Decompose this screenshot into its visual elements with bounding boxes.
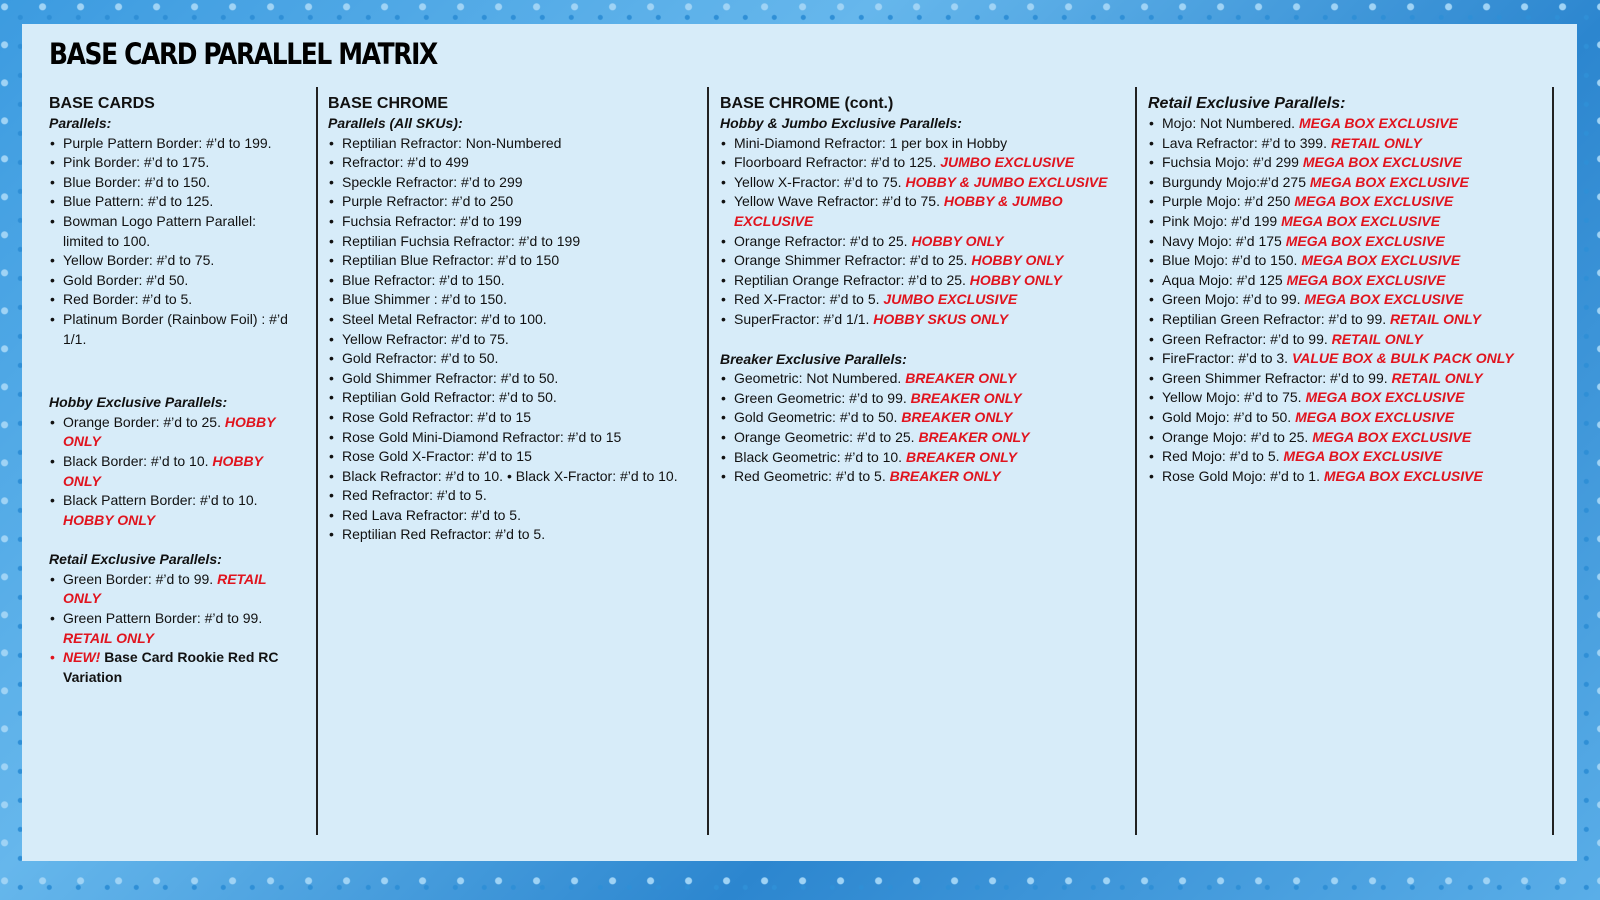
- list-item: • Yellow Refractor: #’d to 75.: [328, 330, 690, 350]
- section-header: BASE CHROME (cont.): [720, 95, 894, 112]
- section-header: BASE CARDS: [49, 95, 155, 112]
- list-item: • Yellow X-Fractor: #’d to 75. HOBBY & JUMBO EXCLUSIVE: [720, 173, 1112, 193]
- list-item: • Rose Gold X-Fractor: #’d to 15: [328, 447, 690, 467]
- exclusive-tag: HOBBY ONLY: [63, 511, 156, 528]
- exclusive-tag: BREAKER ONLY: [901, 409, 1013, 426]
- list-item: • Bowman Logo Pattern Parallel: limited to 100.: [49, 212, 299, 251]
- hobby-jumbo-list: [720, 134, 1112, 330]
- list-item: • Black Geometric: #’d to 10. BREAKER ONLY: [720, 448, 1112, 468]
- exclusive-tag: HOBBY SKUS ONLY: [873, 310, 1009, 327]
- exclusive-tag: VALUE BOX & BULK PACK ONLY: [1291, 350, 1514, 367]
- exclusive-tag: MEGA BOX EXCLUSIVE: [1295, 408, 1455, 425]
- exclusive-tag: HOBBY ONLY: [971, 252, 1064, 269]
- exclusive-tag: MEGA BOX EXCLUSIVE: [1309, 173, 1469, 190]
- list-item: • Orange Mojo: #’d to 25. MEGA BOX EXCLUSIVE: [1148, 428, 1558, 448]
- parallels-list: [328, 134, 690, 545]
- list-item: • Reptilian Green Refractor: #’d to 99. RETAIL ONLY: [1148, 310, 1558, 330]
- list-item: • SuperFractor: #’d 1/1. HOBBY SKUS ONLY: [720, 310, 1112, 330]
- list-item: • Purple Pattern Border: #’d to 199.: [49, 134, 299, 154]
- exclusive-tag: MEGA BOX EXCLUSIVE: [1305, 389, 1465, 406]
- list-item: • Blue Border: #’d to 150.: [49, 173, 299, 193]
- exclusive-tag: BREAKER ONLY: [905, 370, 1017, 387]
- content-panel: [22, 24, 1577, 861]
- exclusive-tag: JUMBO EXCLUSIVE: [940, 154, 1075, 171]
- list-item-new: • NEW! Base Card Rookie Red RC Variation: [49, 648, 299, 687]
- subsection-label: Parallels (All SKUs):: [328, 115, 463, 131]
- exclusive-tag: HOBBY & JUMBO EXCLUSIVE: [734, 193, 1063, 229]
- exclusive-tag: RETAIL ONLY: [1390, 310, 1482, 327]
- list-item: • Green Geometric: #’d to 99. BREAKER ONLY: [720, 389, 1112, 409]
- column-base-chrome: [328, 94, 690, 545]
- list-item: • Rose Gold Mini-Diamond Refractor: #’d to 15: [328, 428, 690, 448]
- exclusive-tag: MEGA BOX EXCLUSIVE: [1312, 428, 1472, 445]
- list-item: • Red Mojo: #’d to 5. MEGA BOX EXCLUSIVE: [1148, 447, 1558, 467]
- list-item: • Aqua Mojo: #’d 125 MEGA BOX EXCLUSIVE: [1148, 271, 1558, 291]
- subsection-label: Hobby & Jumbo Exclusive Parallels:: [720, 115, 962, 131]
- list-item: • Blue Shimmer : #’d to 150.: [328, 290, 690, 310]
- list-item: • Orange Border: #’d to 25. HOBBY ONLY: [49, 413, 299, 452]
- list-item: • Geometric: Not Numbered. BREAKER ONLY: [720, 369, 1112, 389]
- column-divider: [1135, 87, 1137, 835]
- list-item: • Mojo: Not Numbered. MEGA BOX EXCLUSIVE: [1148, 114, 1558, 134]
- list-item: • Green Border: #’d to 99. RETAIL ONLY: [49, 570, 299, 609]
- list-item: • Black Border: #’d to 10. HOBBY ONLY: [49, 452, 299, 491]
- list-item: • Yellow Mojo: #’d to 75. MEGA BOX EXCLUSIVE: [1148, 388, 1558, 408]
- exclusive-tag: JUMBO EXCLUSIVE: [883, 291, 1018, 308]
- section-header: BASE CHROME: [328, 95, 449, 112]
- exclusive-tag: MEGA BOX EXCLUSIVE: [1298, 115, 1458, 131]
- list-item: • Platinum Border (Rainbow Foil) : #’d 1/1.: [49, 310, 299, 349]
- exclusive-tag: BREAKER ONLY: [918, 428, 1030, 445]
- column-divider: [707, 87, 709, 835]
- exclusive-tag: RETAIL ONLY: [63, 570, 267, 607]
- list-item: • Pink Border: #’d to 175.: [49, 153, 299, 173]
- section-header: Retail Exclusive Parallels:: [1148, 95, 1346, 112]
- list-item: • Floorboard Refractor: #’d to 125. JUMBO EXCLUSIVE: [720, 153, 1112, 173]
- exclusive-tag: RETAIL ONLY: [1391, 369, 1483, 386]
- list-item: • Red X-Fractor: #’d to 5. JUMBO EXCLUSIVE: [720, 290, 1112, 310]
- parallels-list: [49, 134, 299, 350]
- list-item: • Yellow Wave Refractor: #’d to 75. HOBBY & JUMBO EXCLUSIVE: [720, 192, 1112, 231]
- list-item: • Purple Mojo: #’d 250 MEGA BOX EXCLUSIVE: [1148, 192, 1558, 212]
- list-item: • Purple Refractor: #’d to 250: [328, 192, 690, 212]
- list-item: • Fuchsia Mojo: #’d 299 MEGA BOX EXCLUSIVE: [1148, 153, 1558, 173]
- exclusive-tag: HOBBY & JUMBO EXCLUSIVE: [905, 173, 1108, 190]
- list-item: • Rose Gold Mojo: #’d to 1. MEGA BOX EXCLUSIVE: [1148, 467, 1558, 487]
- exclusive-tag: MEGA BOX EXCLUSIVE: [1283, 448, 1443, 465]
- list-item: • Rose Gold Refractor: #’d to 15: [328, 408, 690, 428]
- list-item: • Blue Mojo: #’d to 150. MEGA BOX EXCLUSIVE: [1148, 251, 1558, 271]
- list-item: • Red Geometric: #’d to 5. BREAKER ONLY: [720, 467, 1112, 487]
- list-item: • Fuchsia Refractor: #’d to 199: [328, 212, 690, 232]
- list-item: • Reptilian Red Refractor: #’d to 5.: [328, 525, 690, 545]
- list-item: • Yellow Border: #’d to 75.: [49, 251, 299, 271]
- list-item: • Refractor: #’d to 499: [328, 153, 690, 173]
- list-item: • Reptilian Fuchsia Refractor: #’d to 199: [328, 232, 690, 252]
- list-item: • Mini-Diamond Refractor: 1 per box in Hobby: [720, 134, 1112, 154]
- exclusive-tag: MEGA BOX EXCLUSIVE: [1304, 291, 1464, 308]
- exclusive-tag: BREAKER ONLY: [905, 448, 1017, 465]
- exclusive-tag: HOBBY ONLY: [63, 452, 263, 489]
- list-item: • Red Lava Refractor: #’d to 5.: [328, 506, 690, 526]
- list-item: • Steel Metal Refractor: #’d to 100.: [328, 310, 690, 330]
- list-item: • Gold Shimmer Refractor: #’d to 50.: [328, 369, 690, 389]
- exclusive-tag: MEGA BOX EXCLUSIVE: [1286, 271, 1446, 288]
- subsection-label: Hobby Exclusive Parallels:: [49, 394, 228, 411]
- list-item: • Black Pattern Border: #’d to 10. HOBBY ONLY: [49, 491, 299, 530]
- list-item: • Black Refractor: #’d to 10. • Black X-Fractor: #’d to 10.: [328, 467, 690, 487]
- breaker-list: [720, 369, 1112, 487]
- list-item: • Green Mojo: #’d to 99. MEGA BOX EXCLUSIVE: [1148, 290, 1558, 310]
- list-item: • Gold Border: #’d 50.: [49, 271, 299, 291]
- list-item: • FireFractor: #’d to 3. VALUE BOX & BULK PACK ONLY: [1148, 349, 1558, 369]
- list-item: • Blue Pattern: #’d to 125.: [49, 192, 299, 212]
- subsection-label: Breaker Exclusive Parallels:: [720, 350, 907, 367]
- new-tag: NEW!: [63, 649, 101, 666]
- column-divider: [316, 87, 318, 835]
- subsection-label: Retail Exclusive Parallels:: [49, 551, 222, 568]
- column-divider: [1552, 87, 1554, 835]
- list-item: • Blue Refractor: #’d to 150.: [328, 271, 690, 291]
- exclusive-tag: BREAKER ONLY: [889, 468, 1001, 485]
- exclusive-tag: HOBBY ONLY: [63, 413, 276, 450]
- subsection-label: Parallels:: [49, 115, 112, 131]
- exclusive-tag: BREAKER ONLY: [910, 389, 1022, 406]
- list-item: • Reptilian Orange Refractor: #’d to 25. HOBBY ONLY: [720, 271, 1112, 291]
- hobby-list: [49, 413, 299, 531]
- list-item: • Red Border: #’d to 5.: [49, 290, 299, 310]
- list-item: • Orange Refractor: #’d to 25. HOBBY ONLY: [720, 232, 1112, 252]
- exclusive-tag: MEGA BOX EXCLUSIVE: [1301, 252, 1461, 269]
- list-item: • Speckle Refractor: #’d to 299: [328, 173, 690, 193]
- list-item: • Navy Mojo: #’d 175 MEGA BOX EXCLUSIVE: [1148, 232, 1558, 252]
- retail-list: [1148, 114, 1558, 486]
- list-item: • Orange Geometric: #’d to 25. BREAKER ONLY: [720, 428, 1112, 448]
- exclusive-tag: HOBBY ONLY: [969, 271, 1062, 288]
- column-base-cards: [49, 94, 299, 687]
- exclusive-tag: RETAIL ONLY: [1330, 134, 1422, 151]
- retail-list: [49, 570, 299, 688]
- list-item: • Burgundy Mojo:#’d 275 MEGA BOX EXCLUSIVE: [1148, 173, 1558, 193]
- page-title: BASE CARD PARALLEL MATRIX: [49, 37, 437, 71]
- column-retail-exclusive: [1148, 94, 1558, 486]
- list-item: • Pink Mojo: #’d 199 MEGA BOX EXCLUSIVE: [1148, 212, 1558, 232]
- exclusive-tag: MEGA BOX EXCLUSIVE: [1281, 212, 1441, 229]
- list-item: • Gold Refractor: #’d to 50.: [328, 349, 690, 369]
- list-item: • Lava Refractor: #’d to 399. RETAIL ONLY: [1148, 134, 1558, 154]
- column-base-chrome-cont: [720, 94, 1112, 487]
- list-item: • Green Pattern Border: #’d to 99. RETAIL ONLY: [49, 609, 299, 648]
- exclusive-tag: MEGA BOX EXCLUSIVE: [1323, 467, 1483, 484]
- exclusive-tag: RETAIL ONLY: [1331, 330, 1423, 347]
- list-item: • Green Shimmer Refractor: #’d to 99. RETAIL ONLY: [1148, 369, 1558, 389]
- exclusive-tag: RETAIL ONLY: [63, 629, 154, 646]
- exclusive-tag: MEGA BOX EXCLUSIVE: [1294, 193, 1454, 210]
- exclusive-tag: MEGA BOX EXCLUSIVE: [1285, 232, 1445, 249]
- list-item: • Orange Shimmer Refractor: #’d to 25. HOBBY ONLY: [720, 251, 1112, 271]
- list-item: • Reptilian Blue Refractor: #’d to 150: [328, 251, 690, 271]
- list-item: • Green Refractor: #’d to 99. RETAIL ONLY: [1148, 330, 1558, 350]
- exclusive-tag: HOBBY ONLY: [911, 232, 1004, 249]
- exclusive-tag: MEGA BOX EXCLUSIVE: [1302, 154, 1462, 171]
- list-item: • Reptilian Gold Refractor: #’d to 50.: [328, 388, 690, 408]
- list-item: • Red Refractor: #’d to 5.: [328, 486, 690, 506]
- list-item: • Gold Mojo: #’d to 50. MEGA BOX EXCLUSIVE: [1148, 408, 1558, 428]
- list-item: • Reptilian Refractor: Non-Numbered: [328, 134, 690, 154]
- list-item: • Gold Geometric: #’d to 50. BREAKER ONLY: [720, 408, 1112, 428]
